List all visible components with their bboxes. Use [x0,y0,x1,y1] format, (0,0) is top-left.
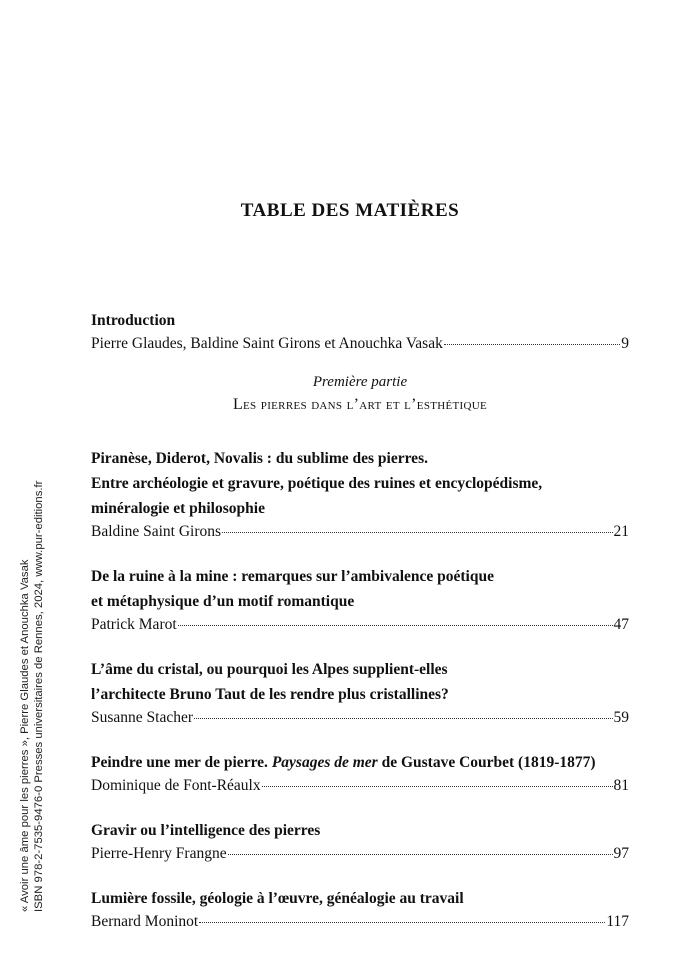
entry-page-number: 117 [606,913,629,930]
toc-entry-5 [91,818,629,864]
entry-author-line [91,521,629,542]
entry-author-line [91,775,629,796]
dot-leader [262,786,613,787]
entry-page-number: 9 [621,335,629,352]
entry-author: Pierre-Henry Frangne [91,845,227,862]
entry-author-line [91,707,629,728]
entry-title-line: Lumière fossile, géologie à l’œuvre, généalogie au travail [91,890,464,907]
entry-title-line: Gravir ou l’intelligence des pierres [91,822,321,839]
entry-author-line [91,911,629,932]
entry-page-number: 21 [613,523,629,540]
entry-title-line [91,750,629,775]
dot-leader [199,922,605,923]
toc-entry-introduction [91,308,629,354]
dot-leader [222,532,612,533]
entry-title-line: De la ruine à la mine : remarques sur l’ambivalence poétique [91,568,494,585]
entry-author: Pierre Glaudes, Baldine Saint Girons et Anouchka Vasak [91,335,443,352]
entry-title-line: Piranèse, Diderot, Novalis : du sublime des pierres. [91,450,428,467]
part-label: Première partie [312,374,408,390]
entry-title-line: l’architecte Bruno Taut de les rendre plus cristallines? [91,686,449,703]
entry-title-line: L’âme du cristal, ou pourquoi les Alpes supplient-elles [91,661,448,678]
toc-entry-6 [91,886,629,932]
toc-entry-1 [91,446,629,542]
entry-title-italic: Paysages de mer [271,754,378,771]
entry-author-line [91,843,629,864]
dot-leader [194,718,612,719]
table-of-contents [91,308,629,954]
toc-entry-3 [91,657,629,728]
side-note-line: ISBN 978-2-7535-9476-0 Presses universitaires de Rennes, 2024, www.pur-editions.fr [33,480,45,912]
dot-leader [228,854,613,855]
toc-entry-4 [91,750,629,796]
side-note-line: « Avoir une âme pour les pierres », Pierre Glaudes et Anouchka Vasak [19,559,31,912]
entry-page-number: 47 [613,616,629,633]
entry-title: Introduction [91,312,176,329]
entry-title-line: Entre archéologie et gravure, poétique des ruines et encyclopédisme, [91,475,543,492]
entry-author: Susanne Stacher [91,709,194,726]
entry-page-number: 59 [613,709,629,726]
part-name: Les pierres dans l’art et l’esthétique [232,396,488,413]
dot-leader [178,625,613,626]
dot-leader [444,344,620,345]
part-heading [91,372,629,418]
copyright-side-note [18,481,46,912]
entry-title-part: Peindre une mer de pierre. [91,754,272,771]
entry-page-number: 81 [613,777,629,794]
entry-title-line: minéralogie et philosophie [91,500,265,517]
page-title: TABLE DES MATIÈRES [240,200,460,221]
entry-author: Bernard Moninot [91,913,199,930]
toc-entry-2 [91,564,629,635]
entry-title-line: et métaphysique d’un motif romantique [91,593,355,610]
entry-author: Baldine Saint Girons [91,523,222,540]
entry-author-line [91,614,629,635]
entry-author: Dominique de Font-Réaulx [91,777,261,794]
entry-page-number: 97 [613,845,629,862]
entry-author-line [91,333,629,354]
entry-title-part: de Gustave Courbet (1819-1877) [377,754,596,771]
entry-author: Patrick Marot [91,616,177,633]
